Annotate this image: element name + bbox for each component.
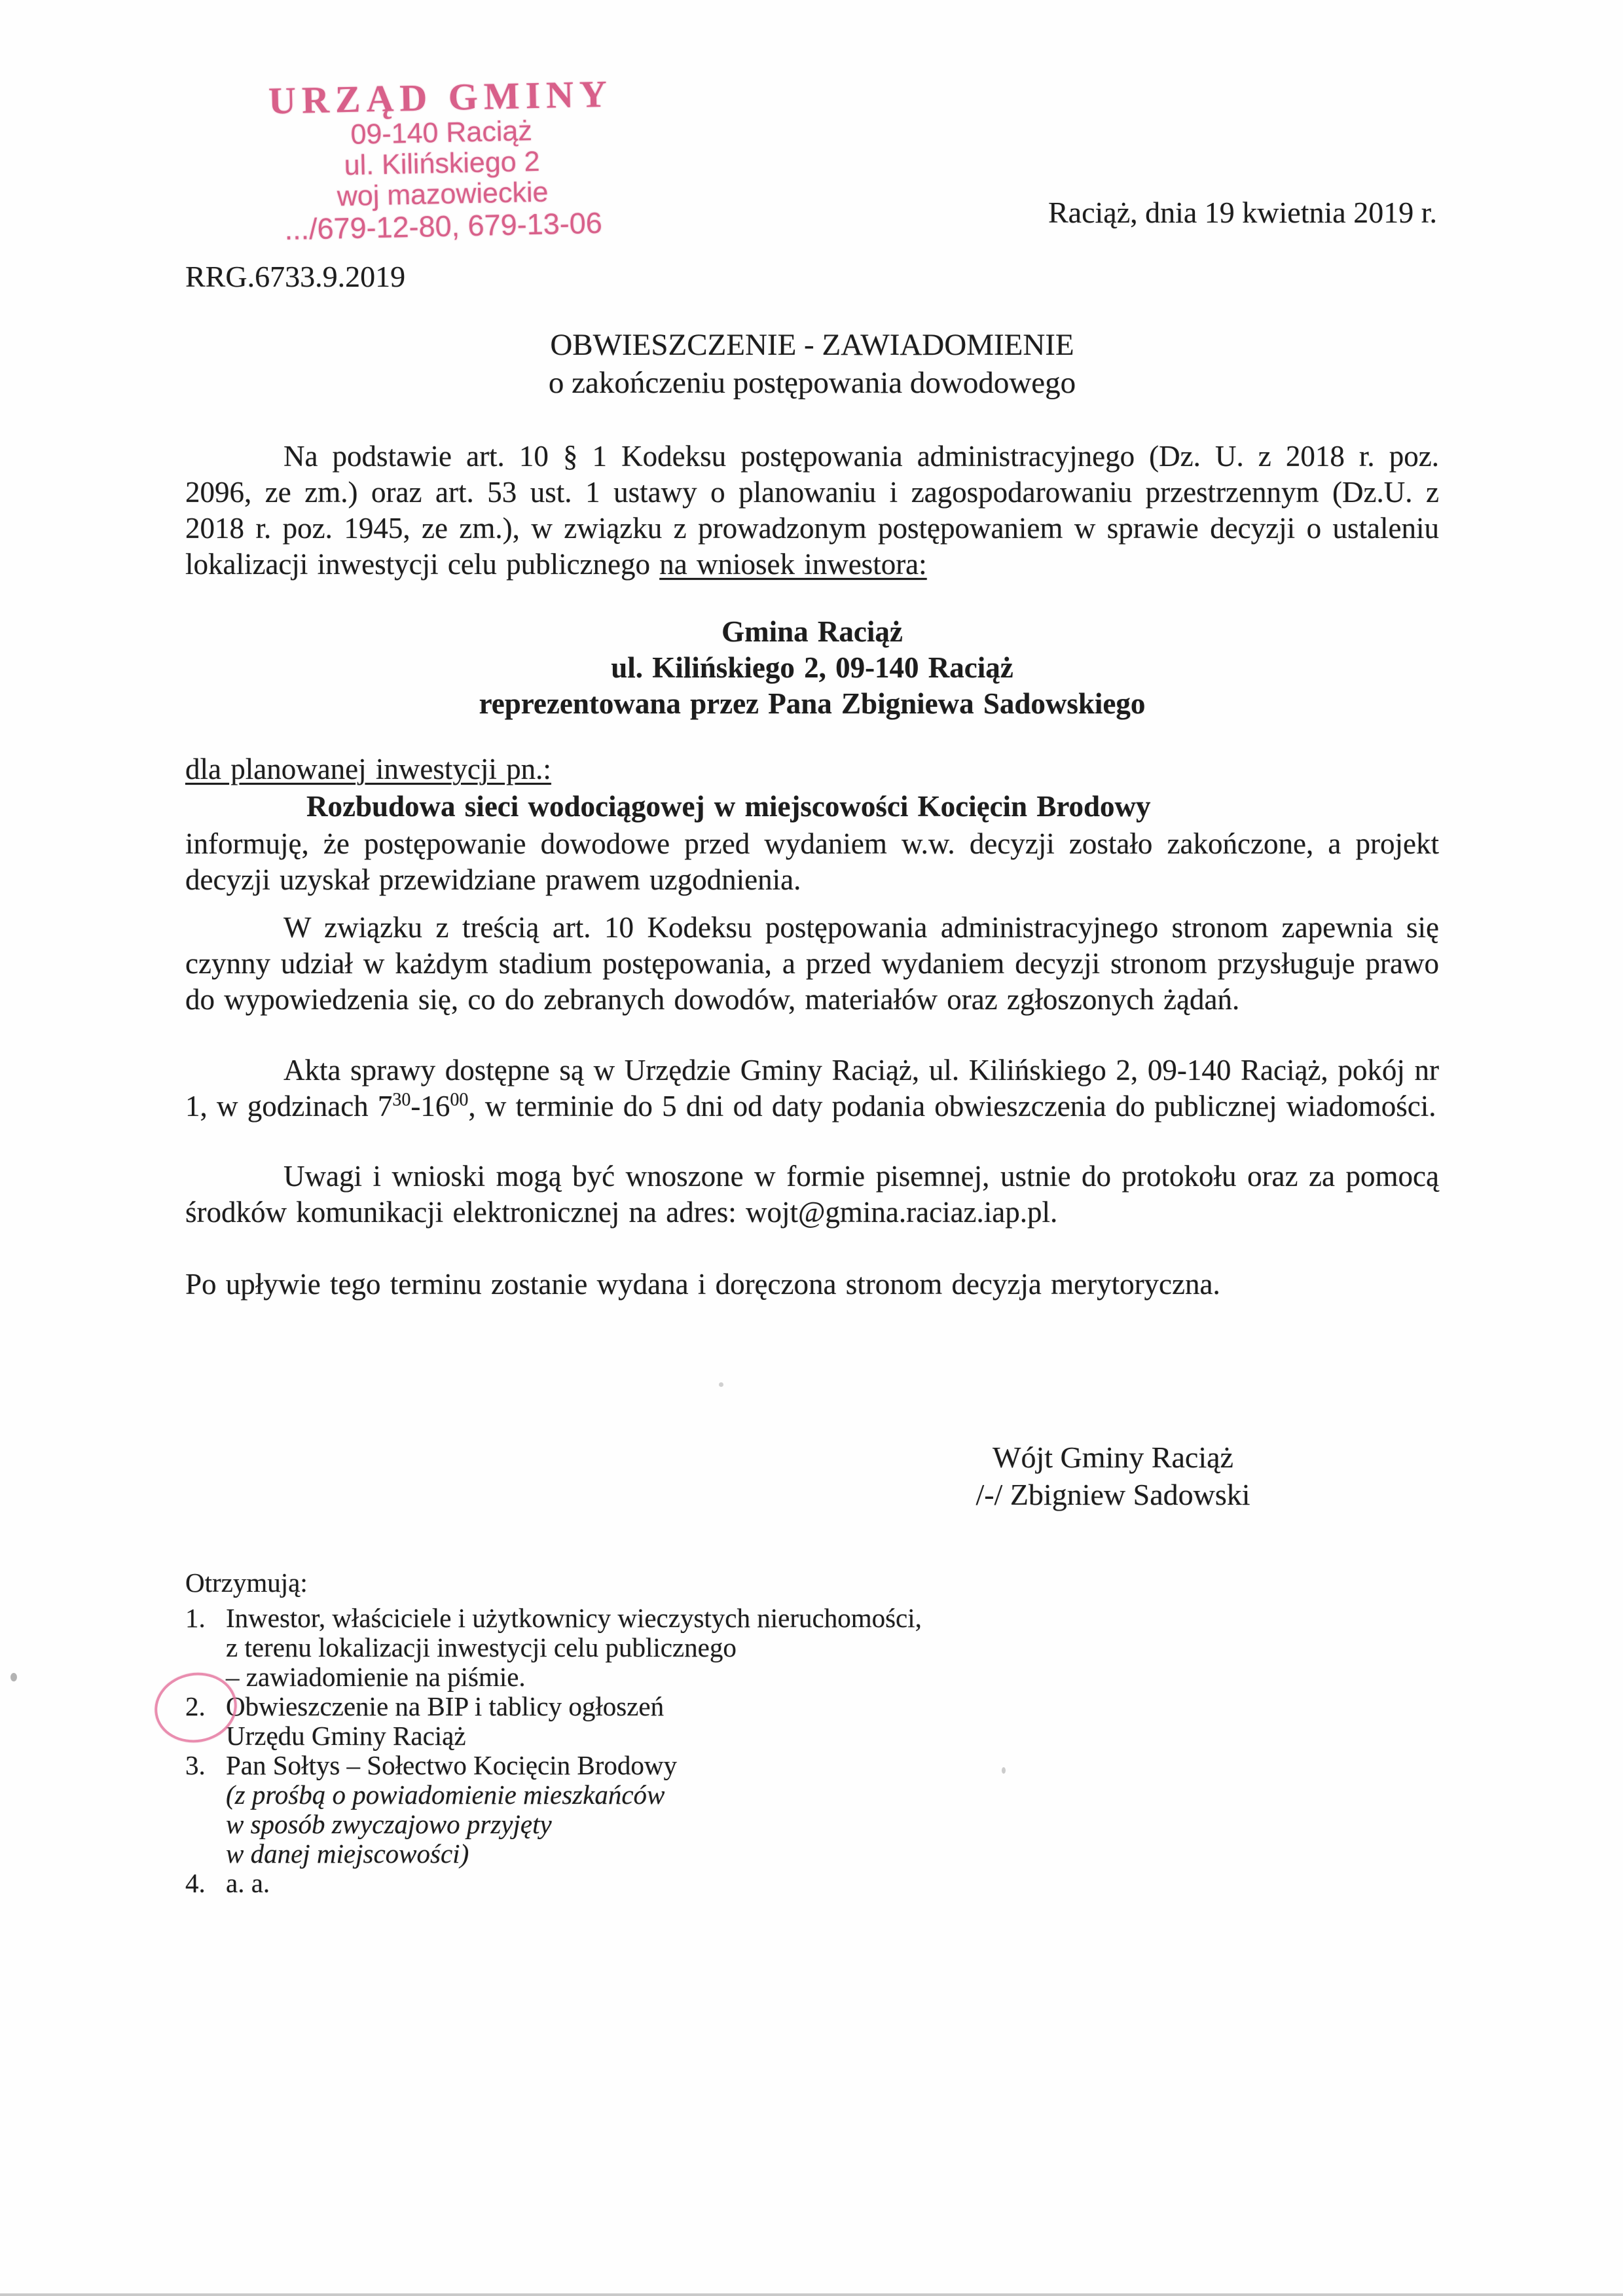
paragraph-case-files	[185, 1052, 1439, 1124]
stamp-phone: .../679-12-80, 679-13-06	[283, 206, 603, 247]
document-title-line2: o zakończeniu postępowania dowodowego	[548, 366, 1076, 400]
recipient-3-number: 3.	[185, 1750, 206, 1780]
recipient-4-line1: a. a.	[226, 1868, 270, 1898]
investor-address: ul. Kilińskiego 2, 09-140 Raciąż	[611, 651, 1013, 684]
recipients-list	[185, 1568, 1102, 1898]
project-name: Rozbudowa sieci wodociągowej w miejscowości Kocięcin Brodowy	[306, 790, 1151, 823]
project-note: informuję, że postępowanie dowodowe przed wydaniem w.w. decyzji zostało zakończone, a projekt decyzji uzyskał przewidziane prawem uzgodnienia.	[185, 827, 1439, 896]
office-stamp	[191, 72, 692, 248]
case-files-part2: -16	[410, 1090, 450, 1122]
investor-block	[185, 614, 1439, 722]
stamp-voivodeship: woj mazowieckie	[337, 176, 549, 213]
project-label: dla planowanej inwestycji pn.:	[185, 753, 551, 785]
recipients-heading: Otrzymują:	[185, 1568, 308, 1598]
recipient-2-line1: Obwieszczenie na BIP i tablicy ogłoszeń	[226, 1691, 665, 1721]
recipient-1-number: 1.	[185, 1603, 206, 1633]
case-files-part3: , w terminie do 5 dni od daty podania obwieszczenia do publicznej wiadomości.	[468, 1090, 1436, 1122]
recipient-item-2	[185, 1692, 1102, 1721]
recipient-item-1	[185, 1604, 1102, 1633]
recipient-item-4	[185, 1869, 1102, 1898]
paragraph-final-decision: Po upływie tego terminu zostanie wydana i doręczona stronom decyzja merytoryczna.	[185, 1268, 1220, 1300]
stamp-street: ul. Kilińskiego 2	[344, 145, 540, 182]
scan-speck	[1002, 1767, 1006, 1774]
closing-hour-sup: 00	[450, 1090, 469, 1110]
recipient-3-italic-line3: w danej miejscowości)	[226, 1839, 469, 1869]
investor-representative: reprezentowana przez Pana Zbigniewa Sadowskiego	[479, 687, 1146, 720]
investor-name: Gmina Raciąż	[721, 615, 903, 648]
paragraph-legal-basis-underlined: na wniosek inwestora:	[659, 548, 927, 581]
paragraph-legal-basis	[185, 439, 1439, 583]
project-label-line	[185, 751, 1439, 787]
recipient-3-line1: Pan Sołtys – Sołectwo Kocięcin Brodowy	[226, 1750, 677, 1780]
recipient-3-italic-line2: w sposób zwyczajowo przyjęty	[226, 1809, 552, 1839]
scan-speck	[10, 1673, 17, 1681]
scan-speck	[719, 1382, 723, 1387]
scan-bottom-edge	[0, 2293, 1623, 2296]
dateline: Raciąż, dnia 19 kwietnia 2019 r.	[1048, 196, 1437, 229]
recipient-1-line3: – zawiadomienie na piśmie.	[226, 1662, 526, 1692]
paragraph-article10: W związku z treścią art. 10 Kodeksu postępowania administracyjnego stronom zapewnia się czynny udział w każdym stadium postępowania, a przed wydaniem decyzji stronom przysługuje prawo do wypowiedzenia się, co do zebranych dowodów, materiałów oraz zgłoszonych żądań.	[185, 911, 1439, 1016]
opening-hour-sup: 30	[392, 1090, 411, 1110]
case-files-part1: Akta sprawy dostępne są w Urzędzie Gminy Raciąż, ul. Kilińskiego 2, 09-140 Raciąż, pokój nr 1, w godzinach 7	[185, 1054, 1439, 1122]
signature-name: /-/ Zbigniew Sadowski	[976, 1478, 1250, 1511]
paragraph-legal-basis-text: Na podstawie art. 10 § 1 Kodeksu postępowania administracyjnego (Dz. U. z 2018 r. poz. 2096, ze zm.) oraz art. 53 ust. 1 ustawy o planowaniu i zagospodarowaniu przestrzennym (Dz.U. z 2018 r. poz. 1945, ze zm.), w związku z prowadzonym postępowaniem w sprawie decyzji o ustaleniu lokalizacji inwestycji celu publicznego	[185, 440, 1439, 581]
recipient-2-number: 2.	[185, 1691, 206, 1721]
signature-title: Wójt Gminy Raciąż	[993, 1441, 1233, 1474]
recipient-1-line2: z terenu lokalizacji inwestycji celu publicznego	[226, 1632, 737, 1662]
document-title	[185, 326, 1439, 402]
signature-block	[838, 1439, 1388, 1513]
document-title-line1: OBWIESZCZENIE - ZAWIADOMIENIE	[550, 328, 1074, 362]
recipient-item-3	[185, 1751, 1102, 1780]
reference-number: RRG.6733.9.2019	[185, 260, 406, 293]
recipient-4-number: 4.	[185, 1868, 206, 1898]
stamp-office-name: URZĄD GMINY	[268, 72, 613, 122]
recipient-3-italic-line1: (z prośbą o powiadomienie mieszkańców	[226, 1780, 665, 1810]
recipient-2-line2: Urzędu Gminy Raciąż	[226, 1721, 466, 1751]
paragraph-remarks: Uwagi i wnioski mogą być wnoszone w formie pisemnej, ustnie do protokołu oraz za pomocą środków komunikacji elektronicznej na adres: wojt@gmina.raciaz.iap.pl.	[185, 1160, 1439, 1229]
recipient-1-line1: Inwestor, właściciele i użytkownicy wieczystych nieruchomości,	[226, 1603, 922, 1633]
stamp-postal-code: 09-140 Raciąż	[350, 115, 533, 151]
